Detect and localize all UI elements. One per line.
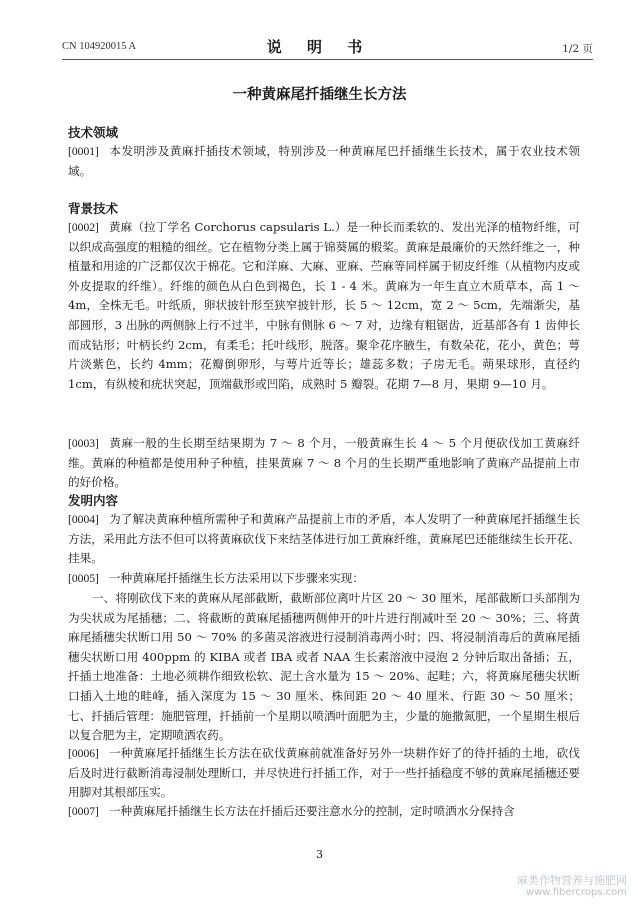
watermark-url: www.fibercrops.com xyxy=(525,887,627,898)
section-heading-summary: 发明内容 xyxy=(68,493,119,508)
paragraph-0002 xyxy=(68,218,580,394)
watermark-site-name: 麻类作物营养与施肥网 xyxy=(517,874,627,887)
paragraph-text: 一种黄麻尾扦插继生长方法在扦插后还要注意水分的控制，定时喷洒水分保持含 xyxy=(108,804,515,818)
patent-number: CN 104920015 A xyxy=(62,41,137,52)
paragraph-0003 xyxy=(68,434,580,493)
paragraph-0001 xyxy=(68,142,580,181)
paragraph-0005 xyxy=(68,569,580,589)
page-indicator: 1/2 页 xyxy=(562,43,593,55)
paragraph-0006 xyxy=(68,744,580,803)
paragraph-text: 一种黄麻尾扦插继生长方法在砍伐黄麻前就准备好另外一块耕作好了的待扦插的土地，砍伐后及时进行截断消毒浸制处理断口，并尽快进行扦插工作，对于一些扦插稳度不够的黄麻尾插穗还要用脚对其根部压实。 xyxy=(68,746,580,800)
paragraph-0007 xyxy=(68,802,580,822)
page-number: 3 xyxy=(316,848,323,861)
document-title: 一种黄麻尾扦插继生长方法 xyxy=(232,87,407,103)
paragraph-number: [0003] xyxy=(68,437,99,450)
paragraph-number: [0002] xyxy=(68,221,99,234)
header-divider xyxy=(62,59,593,60)
paragraph-number: [0005] xyxy=(68,572,99,585)
paragraph-number: [0004] xyxy=(68,513,99,526)
paragraph-text: 黄麻（拉丁学名 Corchorus capsularis L.）是一种长而柔软的、发出光泽的植物纤维，可以织成高强度的粗糙的细丝。它在植物分类上属于锦葵属的椴桨。黄麻是最廉价的天然纤维之一，种植量和用途的广泛都仅次于棉花。它和洋麻、大麻、亚麻、苎麻等同样属于韧皮纤维（从植物内皮或外皮提取的纤维）。纤维的颜色从白色到褐色，长 1 - 4 米。黄麻为一年生直立木质草本，高 1 ～ 4m，全株无毛。叶纸质，卵状披针形至狭窄披针形，长 5 ～ 12cm，宽 2 ～ 5cm，先端渐尖，基部圆形，3 出脉的两侧脉上行不过半，中脉有侧脉 6 ～ 7 对，边缘有粗锯齿，近基部各有 1 齿伸长而成钻形；叶柄长约 2cm，有柔毛；托叶线形，脱落。聚伞花序腋生，有数朵花，花小，黄色；萼片淡紫色，长约 4mm；花瓣倒卵形，与萼片近等长；雄蕊多数；子房无毛。蒴果球形，直径约 1cm，有纵棱和疣状突起，顶端截形或凹陷，成熟时 5 瓣裂。花期 7—8 月，果期 9—10 月。 xyxy=(68,220,580,391)
document-type-heading: 说 明 书 xyxy=(266,38,373,56)
paragraph-number: [0007] xyxy=(68,805,99,818)
paragraph-number: [0006] xyxy=(68,747,99,760)
paragraph-text: 本发明涉及黄麻扦插技术领域，特别涉及一种黄麻尾巴扦插继生长技术，属于农业技术领域。 xyxy=(68,144,580,178)
paragraph-text: 一种黄麻尾扦插继生长方法采用以下步骤来实现： xyxy=(108,571,364,585)
section-heading-background: 背景技术 xyxy=(68,201,119,216)
paragraph-number: [0001] xyxy=(68,145,99,158)
paragraph-0004 xyxy=(68,510,580,569)
paragraph-text: 黄麻一般的生长期至结果期为 7 ～ 8 个月，一般黄麻生长 4 ～ 5 个月便砍伐加工黄麻纤维。黄麻的种植都是使用种子种植，挂果黄麻 7 ～ 8 个月的生长期严重地影响了黄麻产品提前上市的好价格。 xyxy=(68,436,580,490)
paragraph-text: 为了解决黄麻种植所需种子和黄麻产品提前上市的矛盾，本人发明了一种黄麻尾扦插继生长方法，采用此方法不但可以将黄麻砍伐下来结茎体进行加工黄麻纤维，黄麻尾巴还能继续生长开花、挂果。 xyxy=(68,512,580,566)
section-heading-technical-field: 技术领域 xyxy=(68,125,119,140)
paragraph-0005-steps: 一、将刚砍伐下来的黄麻从尾部截断，截断部位离叶片区 20 ～ 30 厘米，尾部截断口头部削为为尖状成为尾插穗；二、将截断的黄麻尾插穗两侧伸开的叶片进行削减叶至 20 ～ 30%；三、将黄麻尾插穗尖状断口用 50 ～ 70% 的多菌灵溶液进行浸制消毒两小时；四、将浸制消毒后的黄麻尾插穗尖状断口用 400ppm 的 KIBA 或者 IBA 或者 NAA 生长素溶液中浸泡 2 分钟后取出备插；五，扦插土地准备：土地必须耕作细致松软、泥土含水量为 15 ～ 20%、起畦；六，将黄麻尾穗尖状断口插入土地的畦峰，插入深度为 15 ～ 30 厘米、株间距 20 ～ 40 厘米、行距 30 ～ 50 厘米；七、扦插后管理：施肥管理，扦插前一个星期以喷洒叶面肥为主，少量的施撒氮肥，一个星期生根后以复合肥为主，定期喷洒农药。 xyxy=(68,591,580,743)
